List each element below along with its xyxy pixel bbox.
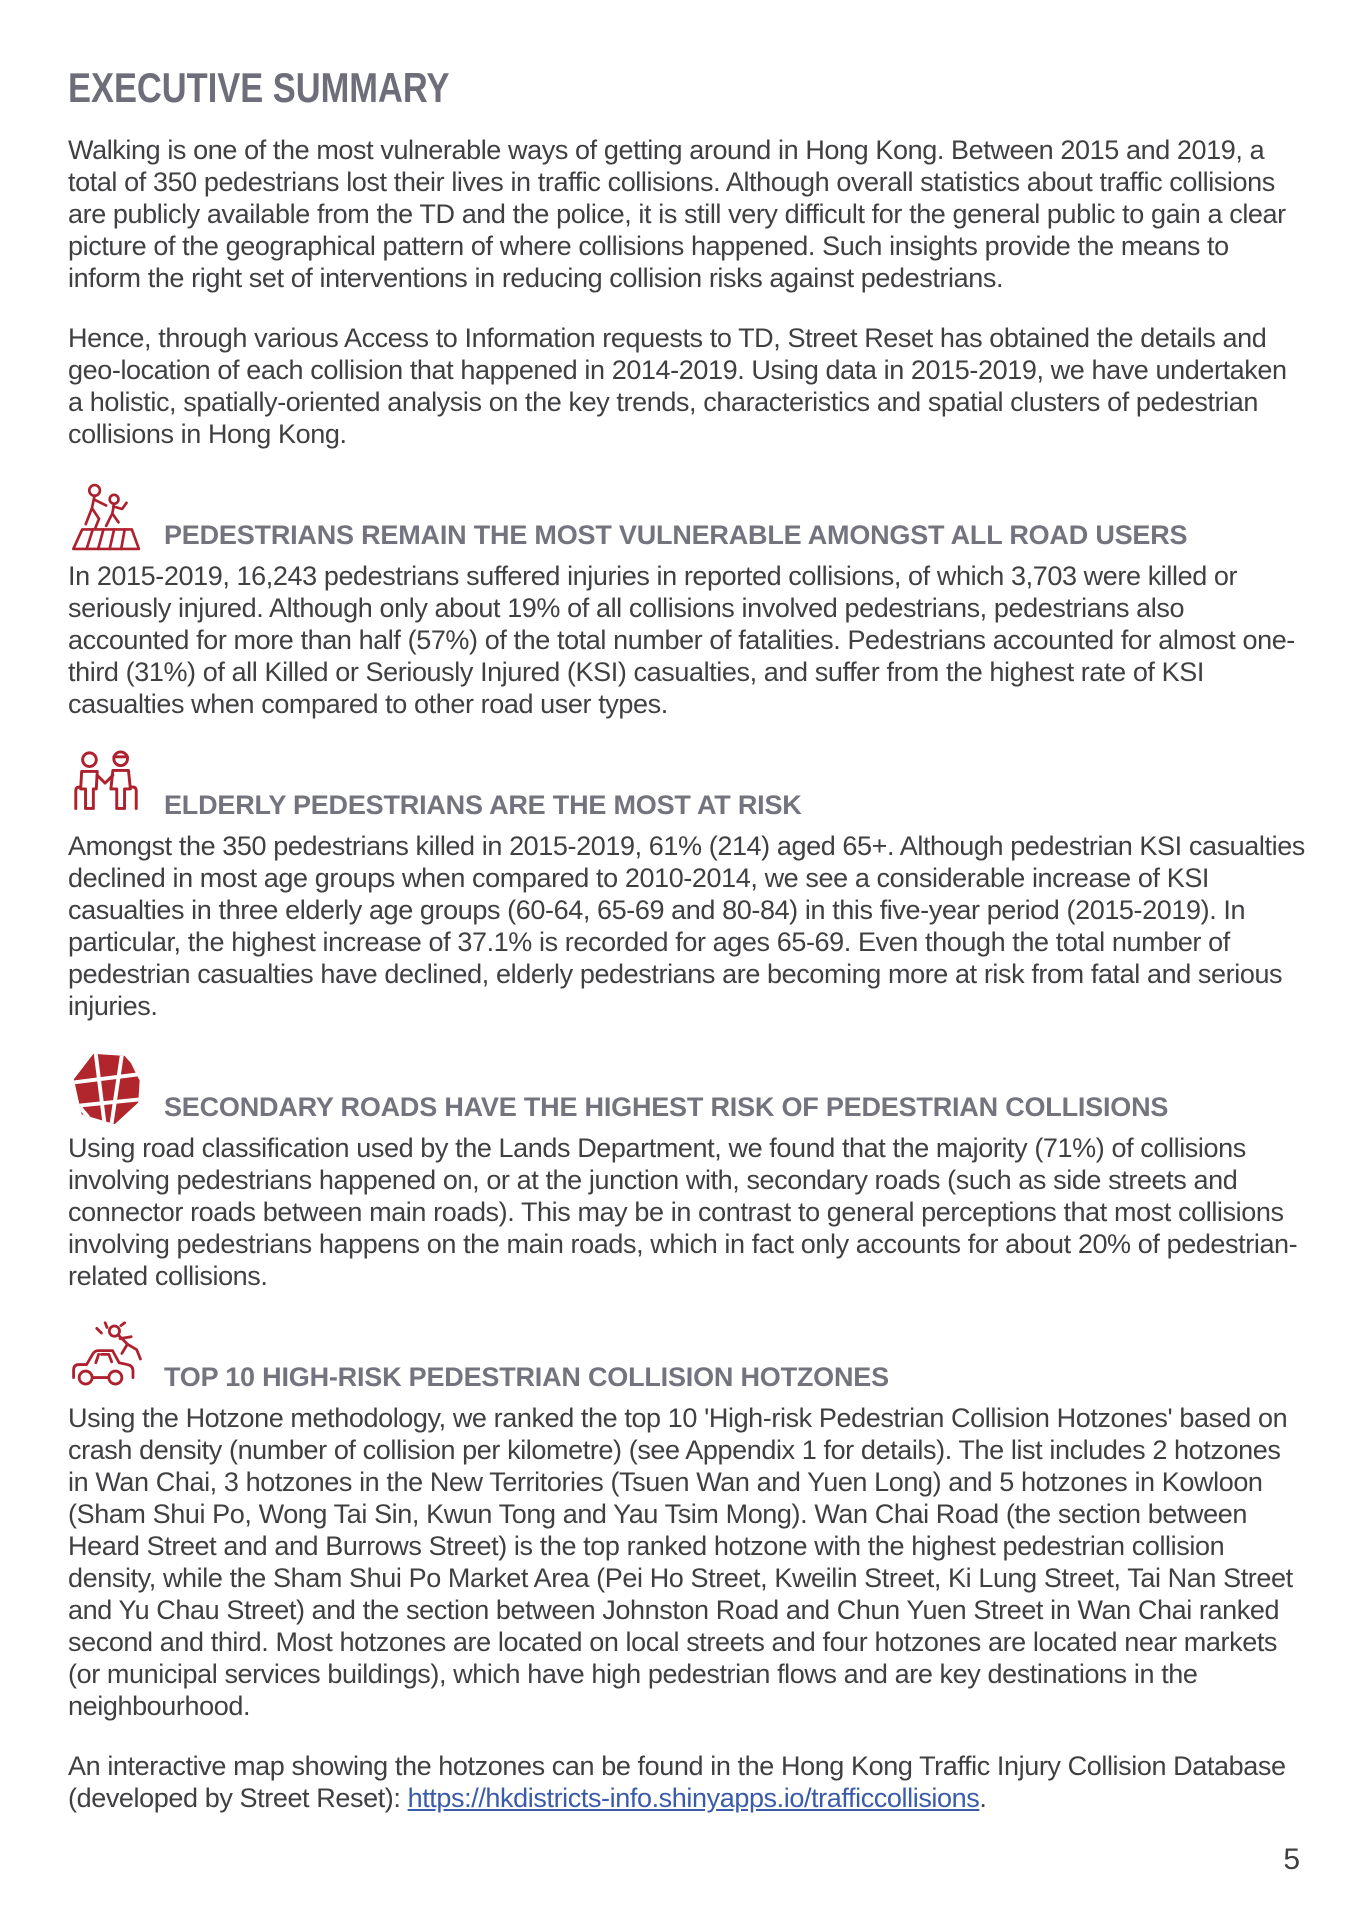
intro-paragraph-1: Walking is one of the most vulnerable ways of getting around in Hong Kong. Between 2015 and 2019, a total of 350 pedestrians lost their lives in traffic collisions. Although overall statistics about traffic collisions are publicly available from the TD and the police, it is still very difficult for the general public to gain a clear picture of the geographical pattern of where collisions happened. Such insights provide the means to inform the right set of interventions in reducing collision risks against pedestrians. [68, 135, 1286, 293]
pedestrian-crossing-icon [68, 478, 146, 556]
car-pedestrian-collision-icon [68, 1320, 146, 1398]
page-number: 5 [1283, 1843, 1300, 1876]
section-header-hotzones [68, 1320, 1306, 1398]
section-header-elderly [68, 748, 1306, 826]
section-body-hotzones: Using the Hotzone methodology, we ranked the top 10 'High-risk Pedestrian Collision Hotzones' based on crash density (number of collision per kilometre) (see Appendix 1 for details). The list includes 2 hotzones in Wan Chai, 3 hotzones in the New Territories (Tsuen Wan and Yuen Long) and 5 hotzones in Kowloon (Sham Shui Po, Wong Tai Sin, Kwun Tong and Yau Tsim Mong). Wan Chai Road (the section between Heard Street and and Burrows Street) is the top ranked hotzone with the highest pedestrian collision density, while the Sham Shui Po Market Area (Pei Ho Street, Kweilin Street, Ki Lung Street, Tai Nan Street and Yu Chau Street) and the section between Johnston Road and Chun Yuen Street in Wan Chai ranked second and third. Most hotzones are located on local streets and four hotzones are located near markets (or municipal services buildings), which have high pedestrian flows and are key destinations in the neighbourhood. [68, 1403, 1293, 1721]
section-heading-pedestrians: PEDESTRIANS REMAIN THE MOST VULNERABLE AMONGST ALL ROAD USERS [164, 520, 1188, 550]
page-title: EXECUTIVE SUMMARY [68, 64, 450, 111]
closing-text: An interactive map showing the hotzones can be found in the Hong Kong Traffic Injury Collision Database (developed by Street Reset): [68, 1751, 1286, 1813]
closing-paragraph [68, 1750, 1306, 1814]
section-header-secondary-roads [68, 1050, 1306, 1128]
closing-period: . [979, 1783, 987, 1813]
section-header-pedestrians [68, 478, 1306, 556]
traffic-collisions-database-link[interactable]: https://hkdistricts-info.shinyapps.io/trafficcollisions [407, 1783, 980, 1813]
section-body-pedestrians: In 2015-2019, 16,243 pedestrians suffered injuries in reported collisions, of which 3,703 were killed or seriously injured. Although only about 19% of all collisions involved pedestrians, pedestrians also accounted for more than half (57%) of the total number of fatalities. Pedestrians accounted for almost one-third (31%) of all Killed or Seriously Injured (KSI) casualties, and suffer from the highest rate of KSI casualties when compared to other road user types. [68, 561, 1295, 719]
section-heading-hotzones: TOP 10 HIGH-RISK PEDESTRIAN COLLISION HOTZONES [164, 1362, 889, 1392]
page-content [68, 62, 1306, 1842]
section-body-secondary-roads: Using road classification used by the Lands Department, we found that the majority (71%) of collisions involving pedestrians happened on, or at the junction with, secondary roads (such as side streets and connector roads between main roads). This may be in contrast to general perceptions that most collisions involving pedestrians happens on the main roads, which in fact only accounts for about 20% of pedestrian-related collisions. [68, 1133, 1298, 1291]
section-body-elderly: Amongst the 350 pedestrians killed in 2015-2019, 61% (214) aged 65+. Although pedestrian KSI casualties declined in most age groups when compared to 2010-2014, we see a considerable increase of KSI casualties in three elderly age groups (60-64, 65-69 and 80-84) in this five-year period (2015-2019). In particular, the highest increase of 37.1% is recorded for ages 65-69. Even though the total number of pedestrian casualties have declined, elderly pedestrians are becoming more at risk from fatal and serious injuries. [68, 831, 1305, 1021]
elderly-pedestrians-icon [68, 748, 146, 826]
road-network-icon [68, 1050, 146, 1128]
intro-paragraph-2: Hence, through various Access to Information requests to TD, Street Reset has obtained the details and geo-location of each collision that happened in 2014-2019. Using data in 2015-2019, we have undertaken a holistic, spatially-oriented analysis on the key trends, characteristics and spatial clusters of pedestrian collisions in Hong Kong. [68, 323, 1287, 449]
section-heading-secondary-roads: SECONDARY ROADS HAVE THE HIGHEST RISK OF PEDESTRIAN COLLISIONS [164, 1092, 1169, 1122]
section-heading-elderly: ELDERLY PEDESTRIANS ARE THE MOST AT RISK [164, 790, 802, 820]
